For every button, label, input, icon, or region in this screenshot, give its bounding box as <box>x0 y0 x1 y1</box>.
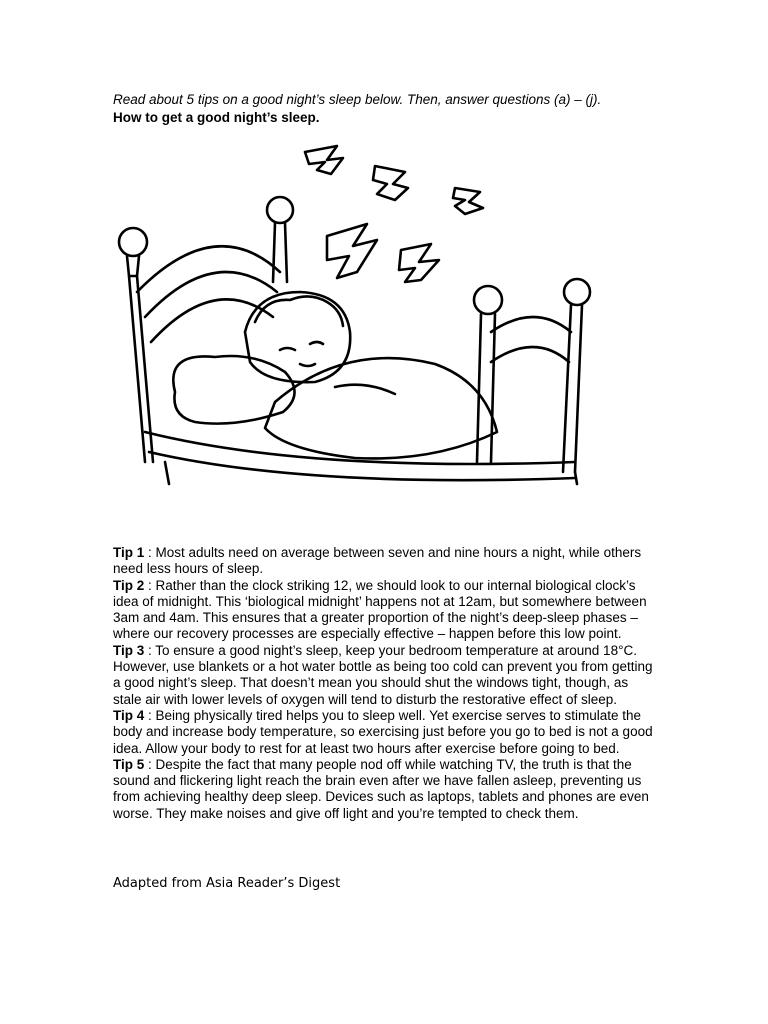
tip-2-label: Tip 2 <box>113 577 145 593</box>
tip-2-text: : Rather than the clock striking 12, we should look to our internal biological clock’s idea of midnight. This ‘biological midnight’ happens not at 12am, but somewhere between 3am and 4am. This ensures that a greater proportion of the night’s deep-sleep phases – where our recovery processes are especially effective – happen before this low point. <box>113 577 647 642</box>
tip-4-text: : Being physically tired helps you to sleep well. Yet exercise serves to stimulate the body and increase body temperature, so exercising just before you go to bed is not a good idea. Allow your body to rest for at least two hours after exercise before going to bed. <box>113 707 653 756</box>
tip-5 <box>113 757 658 822</box>
tip-1-label: Tip 1 <box>113 545 145 560</box>
sleeping-child-in-bed-illustration <box>105 132 615 487</box>
document-title: How to get a good night’s sleep. <box>113 110 320 125</box>
instructions-text: Read about 5 tips on a good night’s sleep below. Then, answer questions (a) – (j). <box>113 92 602 107</box>
z-letter-2 <box>373 166 408 200</box>
tip-4 <box>113 708 658 757</box>
tip-4-label: Tip 4 <box>113 707 145 723</box>
z-letter-1 <box>305 146 343 174</box>
tip-5-text: : Despite the fact that many people nod off while watching TV, the truth is that the sound and flickering light reach the brain even after we have fallen asleep, preventing us from achieving healthy deep sleep. Devices such as laptops, tablets and phones are even worse. They make noises and give off light and you’re tempted to check them. <box>113 756 649 821</box>
source-attribution: Adapted from Asia Reader’s Digest <box>113 876 341 891</box>
tip-2 <box>113 578 658 643</box>
tip-3 <box>113 643 658 708</box>
tip-1-text: : Most adults need on average between seven and nine hours a night, while others need less hours of sleep. <box>113 545 642 577</box>
tip-1 <box>113 545 658 578</box>
tip-5-label: Tip 5 <box>113 756 145 772</box>
z-letter-4 <box>327 224 377 278</box>
tip-3-text: : To ensure a good night’s sleep, keep your bedroom temperature at around 18°C. However, use blankets or a hot water bottle as being too cold can prevent you from getting a good night’s sleep. That doesn’t mean you should shut the windows tight, though, as stale air with lower levels of oxygen will tend to disturb the restorative effect of sleep. <box>113 642 653 707</box>
tips-list <box>113 545 658 822</box>
tip-3-label: Tip 3 <box>113 642 145 658</box>
z-letter-3 <box>453 188 483 214</box>
z-letter-5 <box>399 244 439 282</box>
